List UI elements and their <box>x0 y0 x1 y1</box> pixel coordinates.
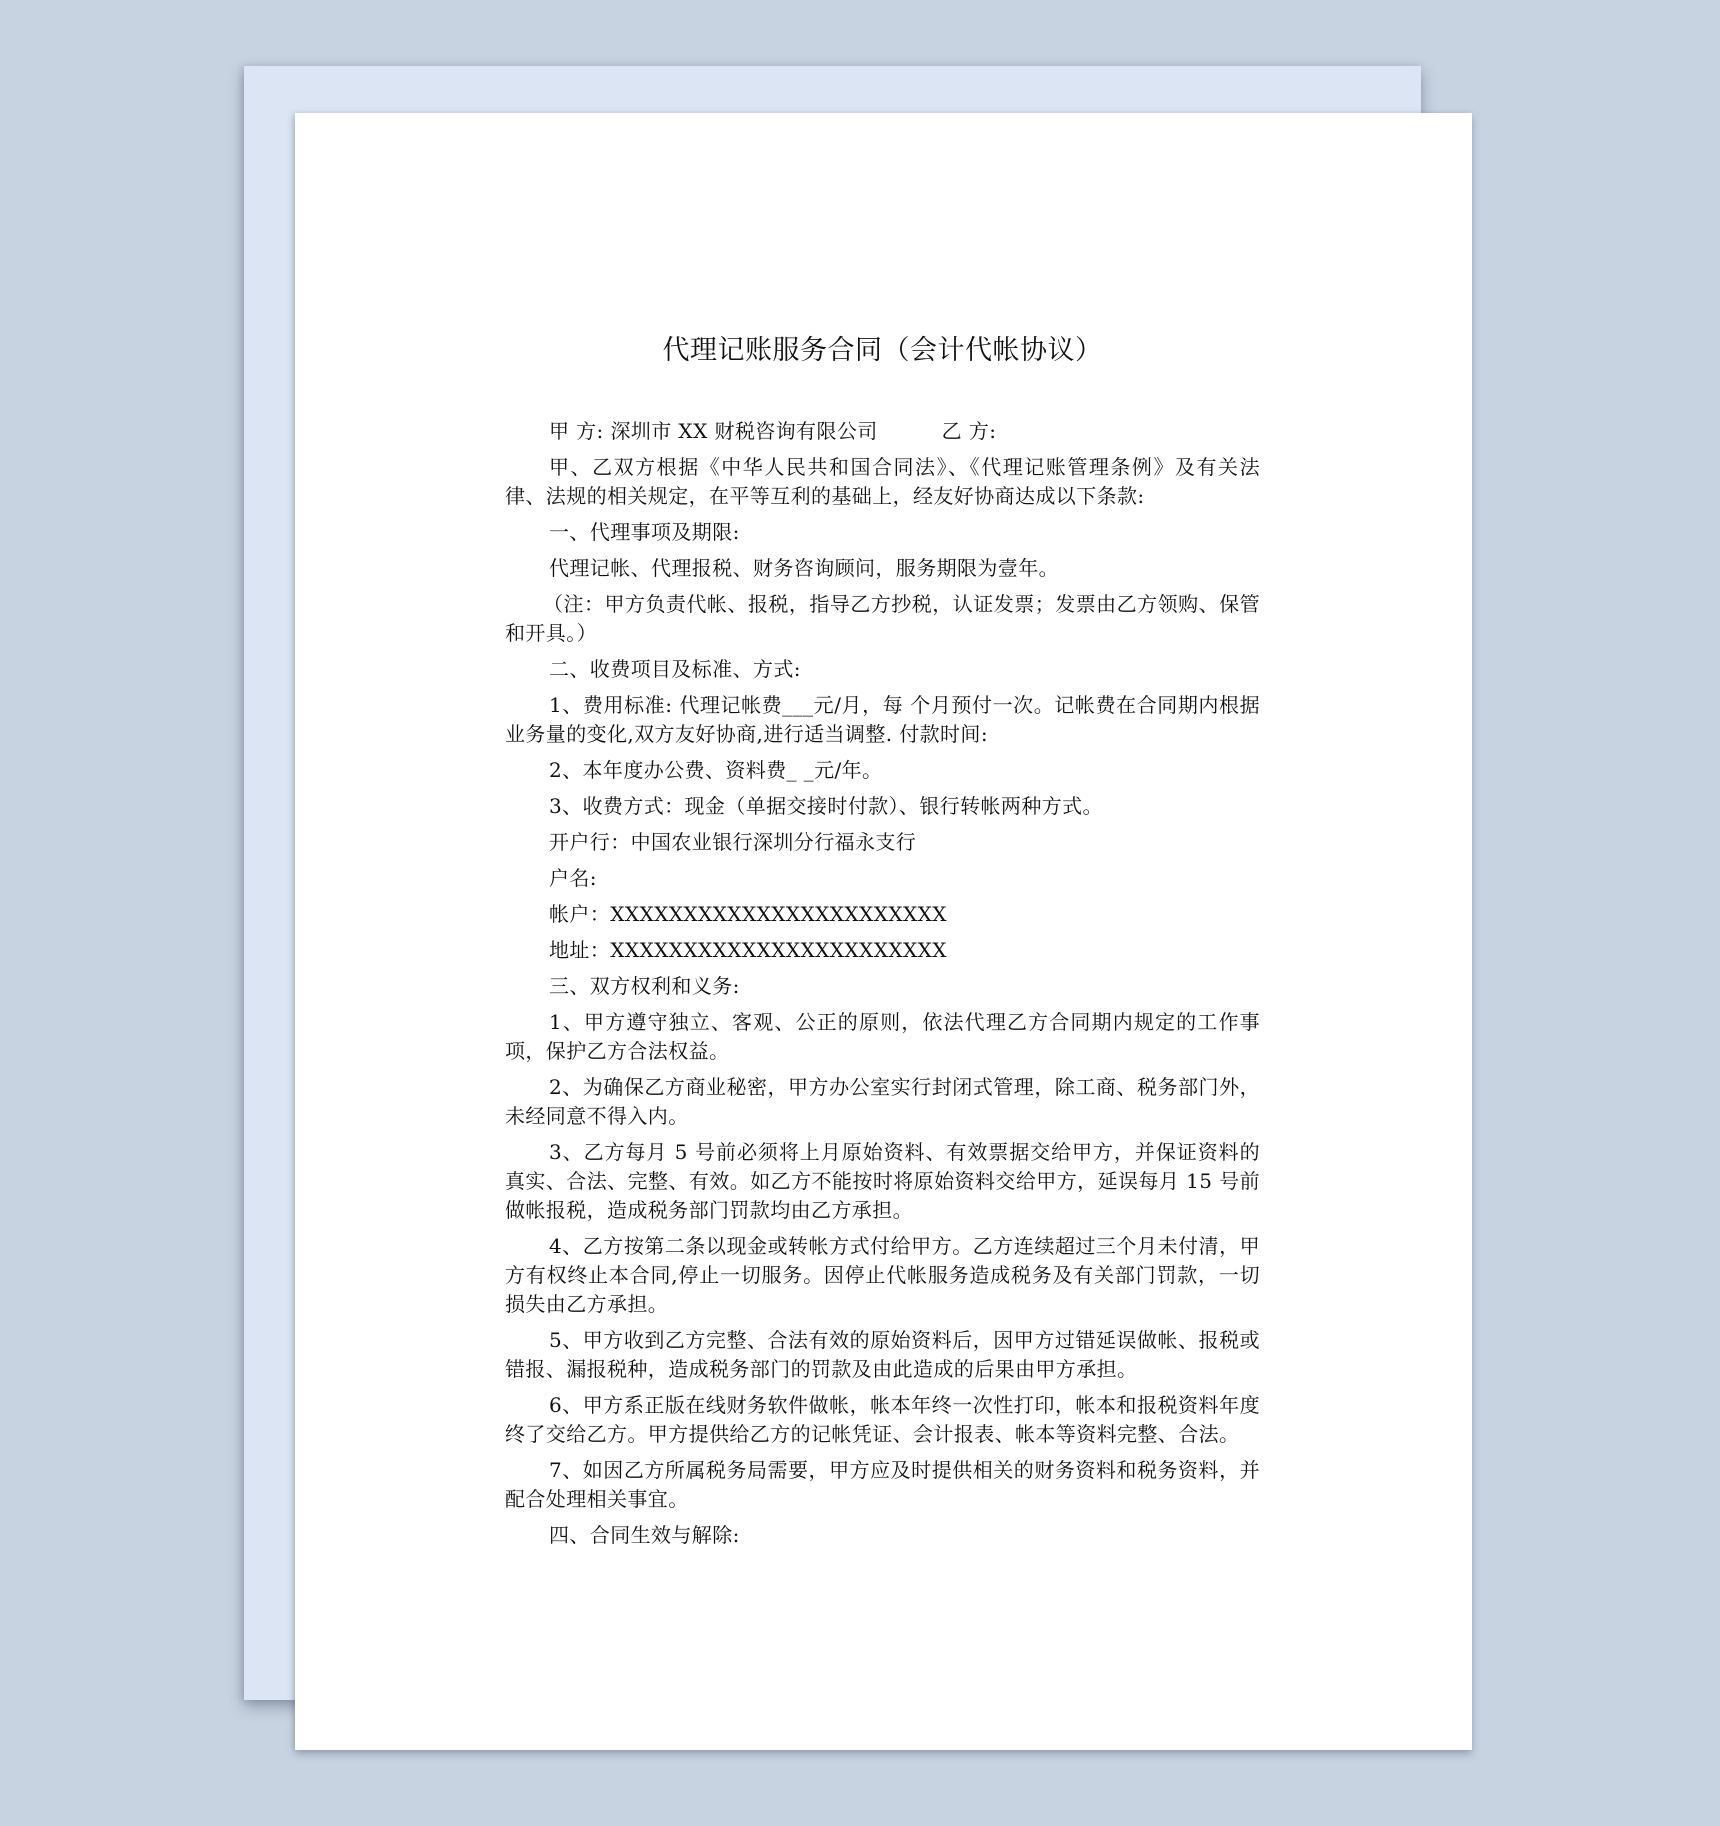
section-heading-2: 二、收费项目及标准、方式: <box>549 657 801 681</box>
paragraph-clause-3-6: 6、甲方系正版在线财务软件做帐，帐本年终一次性打印，帐本和报税资料年度终了交给乙方。甲方提供给乙方的记帐凭证、会计报表、帐本等资料完整、合法。 <box>505 1393 1260 1446</box>
paragraph-office-fee: 2、本年度办公费、资料费_ _元/年。 <box>549 758 883 782</box>
contract-document <box>505 331 1260 1557</box>
section-heading-1: 一、代理事项及期限: <box>549 520 740 544</box>
section-heading-4: 四、合同生效与解除: <box>549 1523 740 1547</box>
paragraph-clause-3-5: 5、甲方收到乙方完整、合法有效的原始资料后，因甲方过错延误做帐、报税或错报、漏报税种，造成税务部门的罚款及由此造成的后果由甲方承担。 <box>505 1328 1260 1381</box>
party-a-value: 深圳市 XX 财税咨询有限公司 <box>610 419 878 443</box>
party-b-label: 乙 方: <box>941 419 997 443</box>
paragraph-clause-3-2: 2、为确保乙方商业秘密，甲方办公室实行封闭式管理，除工商、税务部门外，未经同意不得入内。 <box>505 1075 1260 1128</box>
paragraph-clause-3-7: 7、如因乙方所属税务局需要，甲方应及时提供相关的财务资料和税务资料，并配合处理相关事宜。 <box>505 1458 1260 1511</box>
paragraph-bank: 开户行：中国农业银行深圳分行福永支行 <box>549 830 917 854</box>
party-a-label: 甲 方: <box>549 419 604 443</box>
paragraph-preamble: 甲、乙双方根据《中华人民共和国合同法》、《代理记账管理条例》及有关法律、法规的相关规定，在平等互利的基础上，经友好协商达成以下条款: <box>505 455 1260 508</box>
section-heading-3: 三、双方权利和义务: <box>549 974 740 998</box>
parties-line <box>505 417 1260 446</box>
paragraph-service-scope: 代理记帐、代理报税、财务咨询顾问，服务期限为壹年。 <box>549 556 1059 580</box>
paragraph-address: 地址：XXXXXXXXXXXXXXXXXXXXXXX <box>549 938 947 962</box>
paragraph-fee-standard: 1、费用标准: 代理记帐费___元/月，每 个月预付一次。记帐费在合同期内根据业务量的变化,双方友好协商,进行适当调整. 付款时间: <box>505 693 1260 746</box>
paragraph-account-number: 帐户：XXXXXXXXXXXXXXXXXXXXXXX <box>549 902 947 926</box>
paragraph-clause-3-3: 3、乙方每月 5 号前必须将上月原始资料、有效票据交给甲方，并保证资料的真实、合法、完整、有效。如乙方不能按时将原始资料交给甲方，延误每月 15 号前做帐报税，造成税务部门罚款均由乙方承担。 <box>505 1140 1260 1222</box>
front-page-sheet <box>295 113 1472 1750</box>
paragraph-payment-method: 3、收费方式：现金（单据交接时付款）、银行转帐两种方式。 <box>549 794 1103 818</box>
paragraph-note: （注：甲方负责代帐、报税，指导乙方抄税，认证发票；发票由乙方领购、保管和开具。） <box>505 592 1260 645</box>
paragraph-account-name: 户名: <box>549 866 597 890</box>
document-title: 代理记账服务合同（会计代帐协议） <box>662 335 1103 366</box>
paragraph-clause-3-4: 4、乙方按第二条以现金或转帐方式付给甲方。乙方连续超过三个月未付清，甲方有权终止本合同,停止一切服务。因停止代帐服务造成税务及有关部门罚款，一切损失由乙方承担。 <box>505 1234 1260 1316</box>
paragraph-clause-3-1: 1、甲方遵守独立、客观、公正的原则，依法代理乙方合同期内规定的工作事项，保护乙方合法权益。 <box>505 1010 1260 1063</box>
